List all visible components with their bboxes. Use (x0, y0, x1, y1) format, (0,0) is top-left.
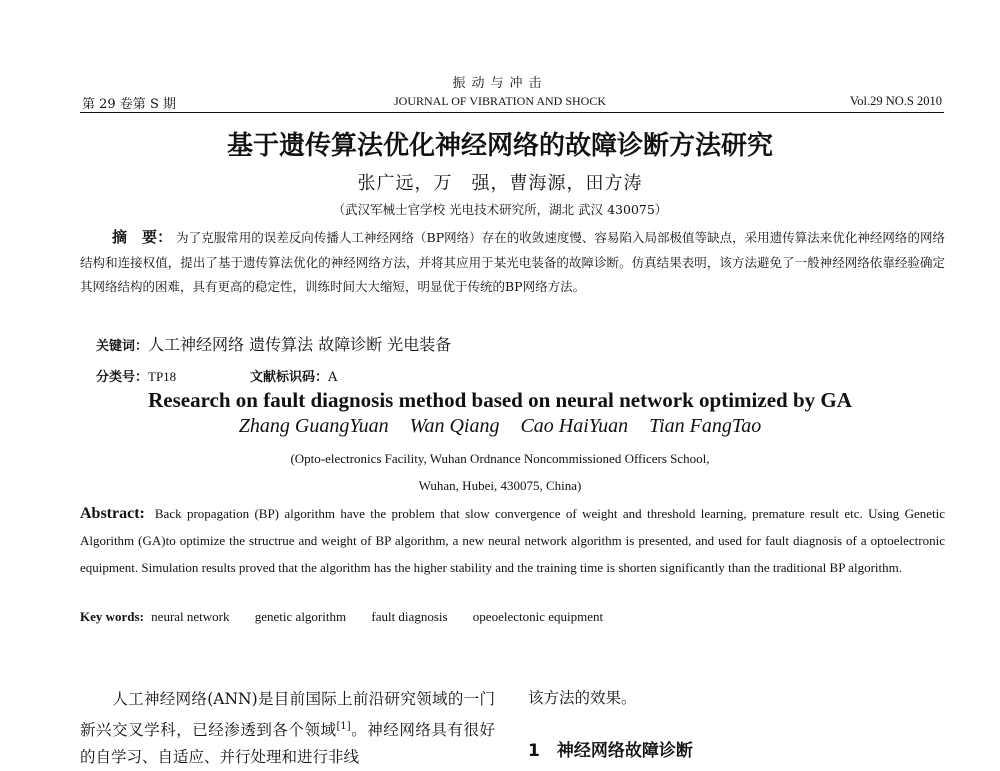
journal-name-en: JOURNAL OF VIBRATION AND SHOCK (393, 94, 607, 108)
classification-value: TP18 (148, 369, 177, 384)
volume-info: Vol.29 NO.S 2010 (849, 94, 942, 108)
keyword-en: opeoelectonic equipment (472, 609, 604, 624)
document-code-cn (250, 366, 337, 385)
paper-title-en: Research on fault diagnosis method based on neural network optimized by GA (148, 388, 852, 412)
affiliation-cn: （武汉军械士官学校 光电技术研究所，湖北 武汉 430075） (332, 202, 668, 217)
author-en: Wan Qiang (409, 415, 500, 437)
author-en: Zhang GuangYuan (238, 415, 389, 437)
keywords-text-cn: 人工神经网络 遗传算法 故障诊断 光电装备 (148, 335, 452, 354)
keywords-label-en: Key words: (80, 609, 144, 624)
keywords-en (80, 609, 625, 625)
author-en: Cao HaiYuan (520, 415, 629, 437)
body-left-column (80, 686, 495, 771)
abstract-label-cn: 摘 要： (112, 228, 173, 246)
body-paragraph-text: 人工神经网络(ANN)是目前国际上前沿研究领域的一门新兴交叉学科，已经渗透到各个领域 (80, 690, 495, 740)
abstract-label-en: Abstract: (80, 505, 145, 522)
journal-name-cn: 振动与冲击 (452, 76, 548, 91)
body-paragraph-text-cont: 。神经网络具有很好的自学习、自适应、并行处理和进行非线 (80, 721, 495, 767)
abstract-text-en: Back propagation (BP) algorithm have the problem that slow convergence of weight and threshold learning, premature result etc. Using Genetic Algorithm (GA)to optimize the structrue and weight of BP algorithm, a new neural network algorithm is presented, and used for fault diagnosis of a optoelectronic equipment. Simulation results proved that the algorithm has the higher stability and the training time is shorten significantly than the traditional BP algorithm. (80, 506, 945, 575)
keyword-en: genetic algorithm (254, 609, 347, 624)
document-code-value: A (328, 370, 338, 385)
abstract-text-cn: 为了克服常用的误差反向传播人工神经网络（BP网络）存在的收敛速度慢、容易陷入局部极值等缺点，采用遗传算法来优化神经网络的网络结构和连接权值，提出了基于遗传算法优化的神经网络方法，并将其应用于某光电装备的故障诊断。仿真结果表明，该方法避免了一般神经网络依靠经验确定其网络结构的困难，具有更高的稳定性，训练时间大大缩短，明显优于传统的BP网络方法。 (80, 230, 945, 294)
paper-title-cn: 基于遗传算法优化神经网络的故障诊断方法研究 (226, 131, 773, 161)
classification-label: 分类号： (96, 370, 149, 385)
issue-number: 第 29 卷第 S 期 (82, 97, 176, 112)
authors-cn: 张广远，万 强，曹海源，田方涛 (357, 173, 643, 194)
keywords-cn (96, 332, 451, 355)
author-en: Tian FangTao (649, 415, 762, 437)
keywords-label-cn: 关键词： (96, 339, 149, 354)
abstract-cn (80, 225, 945, 300)
section-heading: 1 神经网络故障诊断 (528, 741, 693, 761)
keyword-en: neural network (151, 609, 230, 624)
authors-en (0, 415, 1000, 438)
keyword-en: fault diagnosis (371, 609, 448, 624)
abstract-en (80, 500, 945, 581)
affiliation-en-line2: Wuhan, Hubei, 430075, China) (418, 478, 582, 493)
header-rule (80, 112, 944, 113)
document-code-label: 文献标识码： (250, 370, 329, 385)
classification-cn (96, 366, 176, 385)
citation-ref: [1] (336, 721, 351, 732)
body-right-paragraph: 该方法的效果。 (528, 689, 637, 707)
affiliation-en-line1: (Opto-electronics Facility, Wuhan Ordnance Noncommissioned Officers School, (290, 451, 710, 466)
